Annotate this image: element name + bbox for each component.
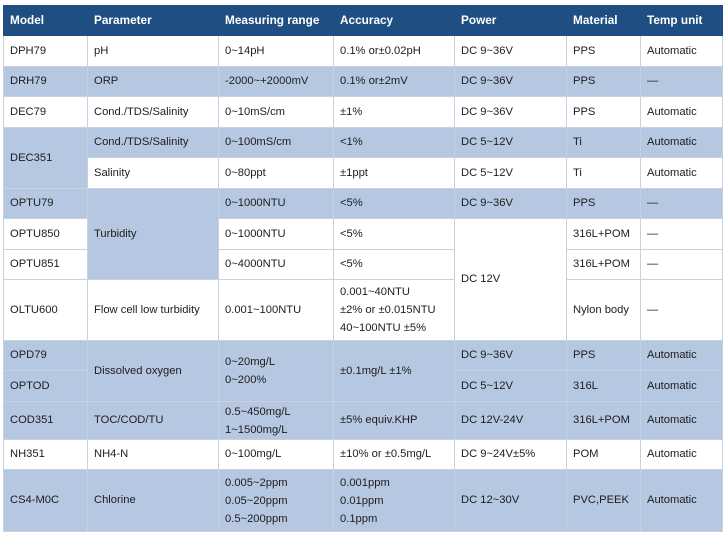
power-cell: DC 12~30V <box>455 470 567 532</box>
range-cell: 0~4000NTU <box>219 250 334 280</box>
range-cell: 0~1000NTU <box>219 219 334 250</box>
temp-unit-cell: Automatic <box>641 128 723 158</box>
material-cell: PPS <box>567 36 641 67</box>
material-cell: PPS <box>567 97 641 128</box>
power-cell: DC 5~12V <box>455 128 567 158</box>
parameter-cell: Salinity <box>88 158 219 189</box>
model-cell: DRH79 <box>4 67 88 97</box>
model-cell: OPTU850 <box>4 219 88 250</box>
table-row <box>4 341 723 371</box>
material-cell: PVC,PEEK <box>567 470 641 532</box>
power-cell: DC 5~12V <box>455 158 567 189</box>
temp-unit-cell: — <box>641 67 723 97</box>
range-cell: 0~14pH <box>219 36 334 67</box>
material-cell: 316L <box>567 371 641 402</box>
accuracy-cell: <5% <box>334 250 455 280</box>
temp-unit-cell: Automatic <box>641 341 723 371</box>
table-row <box>4 470 723 532</box>
range-line: 0.05~20ppm <box>225 494 288 507</box>
table-row <box>4 280 723 341</box>
accuracy-cell: 0.1% or±2mV <box>334 67 455 97</box>
model-cell: OPTU851 <box>4 250 88 280</box>
range-line: 0~20mg/L <box>225 356 276 368</box>
table-row <box>4 67 723 97</box>
temp-unit-cell: Automatic <box>641 470 723 532</box>
range-line: 0~200% <box>225 374 267 386</box>
power-cell: DC 9~36V <box>455 36 567 67</box>
range-cell: 0~10mS/cm <box>219 97 334 128</box>
accuracy-cell: ±1ppt <box>334 158 455 189</box>
power-cell: DC 12V <box>455 219 567 341</box>
header-power: Power <box>455 6 567 36</box>
range-cell: -2000~+2000mV <box>219 67 334 97</box>
header-parameter: Parameter <box>88 6 219 36</box>
material-cell: POM <box>567 440 641 470</box>
temp-unit-cell: Automatic <box>641 36 723 67</box>
model-cell: DEC79 <box>4 97 88 128</box>
range-cell <box>219 402 334 440</box>
accuracy-line: 0.1ppm <box>340 512 378 525</box>
accuracy-cell <box>334 280 455 341</box>
table-row <box>4 440 723 470</box>
range-cell <box>219 470 334 532</box>
material-cell: 316L+POM <box>567 250 641 280</box>
table-row <box>4 97 723 128</box>
range-line: 0.5~200ppm <box>225 512 288 525</box>
temp-unit-cell: — <box>641 219 723 250</box>
parameter-cell: Cond./TDS/Salinity <box>88 128 219 158</box>
parameter-cell: ORP <box>88 67 219 97</box>
temp-unit-cell: Automatic <box>641 440 723 470</box>
model-cell: DPH79 <box>4 36 88 67</box>
accuracy-line: 40~100NTU ±5% <box>340 322 427 334</box>
temp-unit-cell: Automatic <box>641 402 723 440</box>
temp-unit-cell: Automatic <box>641 371 723 402</box>
table-row <box>4 128 723 158</box>
table-header-row <box>4 6 723 36</box>
table-row <box>4 158 723 189</box>
model-cell: OPTOD <box>4 371 88 402</box>
material-cell: PPS <box>567 341 641 371</box>
model-cell: DEC351 <box>4 128 88 189</box>
parameter-cell: Cond./TDS/Salinity <box>88 97 219 128</box>
material-cell: 316L+POM <box>567 219 641 250</box>
accuracy-line: 0.001~40NTU <box>340 286 410 298</box>
accuracy-line: ±2% or ±0.015NTU <box>340 304 436 316</box>
material-cell: PPS <box>567 67 641 97</box>
table-row <box>4 189 723 219</box>
range-cell: 0~80ppt <box>219 158 334 189</box>
accuracy-cell: <1% <box>334 128 455 158</box>
parameter-cell: Chlorine <box>88 470 219 532</box>
power-cell: DC 5~12V <box>455 371 567 402</box>
model-cell: OPD79 <box>4 341 88 371</box>
accuracy-line: 0.001ppm <box>340 476 390 489</box>
model-cell: NH351 <box>4 440 88 470</box>
range-cell: 0~1000NTU <box>219 189 334 219</box>
temp-unit-cell: — <box>641 189 723 219</box>
range-line: 0.5~450mg/L <box>225 405 291 418</box>
parameter-cell: Dissolved oxygen <box>88 341 219 402</box>
accuracy-cell: ±0.1mg/L ±1% <box>334 341 455 402</box>
power-cell: DC 12V-24V <box>455 402 567 440</box>
model-cell: OPTU79 <box>4 189 88 219</box>
accuracy-cell: ±1% <box>334 97 455 128</box>
range-cell: 0~100mS/cm <box>219 128 334 158</box>
power-cell: DC 9~36V <box>455 67 567 97</box>
power-cell: DC 9~36V <box>455 189 567 219</box>
accuracy-cell: ±5% equiv.KHP <box>334 402 455 440</box>
material-cell: Ti <box>567 158 641 189</box>
parameter-cell: Flow cell low turbidity <box>88 280 219 341</box>
table-row <box>4 402 723 440</box>
header-temp-unit: Temp unit <box>641 6 723 36</box>
accuracy-cell: ±10% or ±0.5mg/L <box>334 440 455 470</box>
temp-unit-cell: — <box>641 280 723 341</box>
material-cell: PPS <box>567 189 641 219</box>
range-cell <box>219 341 334 402</box>
material-cell: Nylon body <box>567 280 641 341</box>
range-line: 0.005~2ppm <box>225 476 288 489</box>
parameter-cell: NH4-N <box>88 440 219 470</box>
header-material: Material <box>567 6 641 36</box>
temp-unit-cell: Automatic <box>641 97 723 128</box>
table-row <box>4 36 723 67</box>
power-cell: DC 9~36V <box>455 341 567 371</box>
temp-unit-cell: — <box>641 250 723 280</box>
header-model: Model <box>4 6 88 36</box>
model-cell: OLTU600 <box>4 280 88 341</box>
power-cell: DC 9~36V <box>455 97 567 128</box>
material-cell: Ti <box>567 128 641 158</box>
parameter-cell: pH <box>88 36 219 67</box>
range-cell: 0.001~100NTU <box>219 280 334 341</box>
temp-unit-cell: Automatic <box>641 158 723 189</box>
accuracy-line: 0.01ppm <box>340 494 384 507</box>
power-cell: DC 9~24V±5% <box>455 440 567 470</box>
accuracy-cell: <5% <box>334 189 455 219</box>
parameter-cell: TOC/COD/TU <box>88 402 219 440</box>
header-measuring-range: Measuring range <box>219 6 334 36</box>
range-line: 1~1500mg/L <box>225 423 288 436</box>
range-cell: 0~100mg/L <box>219 440 334 470</box>
accuracy-cell <box>334 470 455 532</box>
accuracy-cell: 0.1% or±0.02pH <box>334 36 455 67</box>
header-accuracy: Accuracy <box>334 6 455 36</box>
sensor-spec-table <box>3 5 723 532</box>
model-cell: COD351 <box>4 402 88 440</box>
model-cell: CS4-M0C <box>4 470 88 532</box>
parameter-cell: Turbidity <box>88 189 219 280</box>
material-cell: 316L+POM <box>567 402 641 440</box>
accuracy-cell: <5% <box>334 219 455 250</box>
